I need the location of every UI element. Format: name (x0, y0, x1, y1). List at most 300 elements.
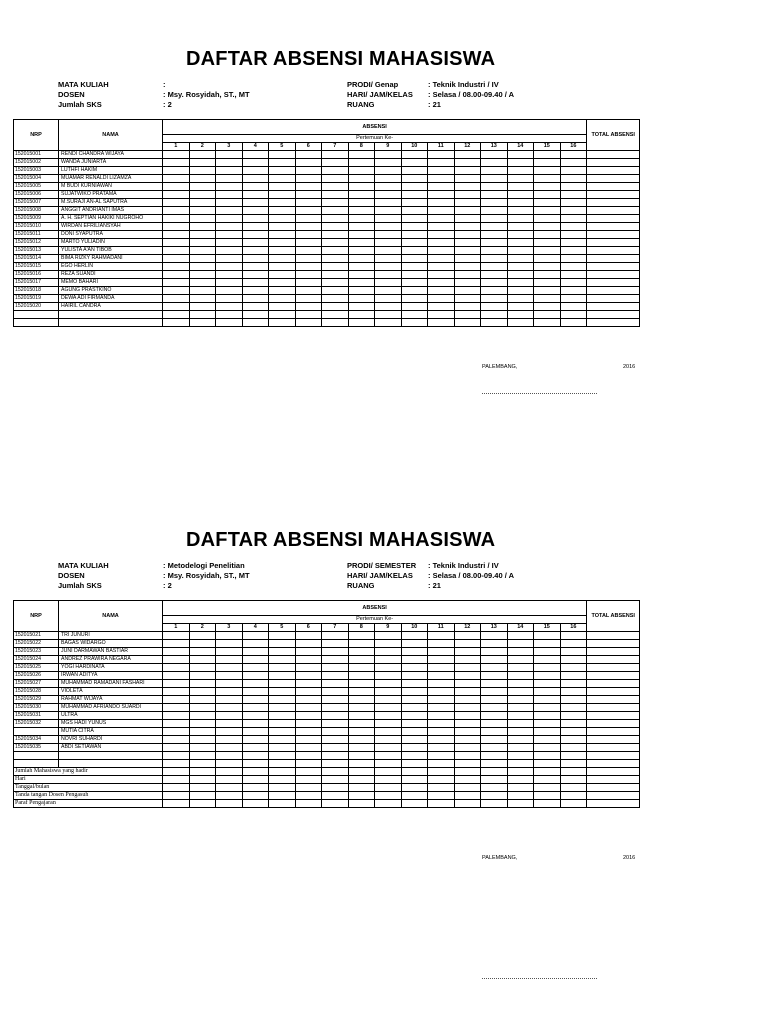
attendance-cell[interactable] (560, 656, 587, 664)
attendance-cell[interactable] (189, 287, 216, 295)
attendance-cell[interactable] (401, 239, 428, 247)
attendance-cell[interactable] (507, 760, 534, 768)
attendance-cell[interactable] (534, 311, 561, 319)
attendance-cell[interactable] (375, 704, 402, 712)
attendance-cell[interactable] (428, 279, 455, 287)
attendance-cell[interactable] (560, 736, 587, 744)
attendance-cell[interactable] (295, 239, 322, 247)
attendance-cell[interactable] (375, 792, 402, 800)
attendance-cell[interactable] (401, 311, 428, 319)
attendance-cell[interactable] (295, 279, 322, 287)
attendance-cell[interactable] (189, 295, 216, 303)
attendance-cell[interactable] (454, 223, 481, 231)
attendance-cell[interactable] (322, 672, 349, 680)
attendance-cell[interactable] (163, 752, 190, 760)
total-cell[interactable] (587, 696, 640, 704)
attendance-cell[interactable] (375, 632, 402, 640)
attendance-cell[interactable] (189, 720, 216, 728)
attendance-cell[interactable] (322, 295, 349, 303)
total-cell[interactable] (587, 672, 640, 680)
attendance-cell[interactable] (560, 303, 587, 311)
attendance-cell[interactable] (534, 720, 561, 728)
attendance-cell[interactable] (481, 199, 508, 207)
attendance-cell[interactable] (428, 728, 455, 736)
attendance-cell[interactable] (163, 279, 190, 287)
attendance-cell[interactable] (560, 680, 587, 688)
attendance-cell[interactable] (481, 632, 508, 640)
attendance-cell[interactable] (560, 720, 587, 728)
attendance-cell[interactable] (534, 792, 561, 800)
attendance-cell[interactable] (401, 744, 428, 752)
attendance-cell[interactable] (269, 255, 296, 263)
attendance-cell[interactable] (454, 319, 481, 327)
attendance-cell[interactable] (481, 263, 508, 271)
attendance-cell[interactable] (560, 784, 587, 792)
attendance-cell[interactable] (322, 287, 349, 295)
attendance-cell[interactable] (348, 199, 375, 207)
attendance-cell[interactable] (560, 231, 587, 239)
attendance-cell[interactable] (375, 239, 402, 247)
attendance-cell[interactable] (534, 704, 561, 712)
attendance-cell[interactable] (216, 167, 243, 175)
attendance-cell[interactable] (348, 632, 375, 640)
attendance-cell[interactable] (507, 800, 534, 808)
attendance-cell[interactable] (348, 648, 375, 656)
attendance-cell[interactable] (269, 688, 296, 696)
attendance-cell[interactable] (269, 712, 296, 720)
attendance-cell[interactable] (189, 167, 216, 175)
attendance-cell[interactable] (163, 271, 190, 279)
attendance-cell[interactable] (534, 263, 561, 271)
attendance-cell[interactable] (322, 792, 349, 800)
attendance-cell[interactable] (560, 664, 587, 672)
total-cell[interactable] (587, 728, 640, 736)
attendance-cell[interactable] (216, 792, 243, 800)
attendance-cell[interactable] (560, 640, 587, 648)
attendance-cell[interactable] (322, 768, 349, 776)
attendance-cell[interactable] (481, 744, 508, 752)
attendance-cell[interactable] (348, 303, 375, 311)
attendance-cell[interactable] (348, 295, 375, 303)
attendance-cell[interactable] (242, 744, 269, 752)
attendance-cell[interactable] (322, 704, 349, 712)
attendance-cell[interactable] (322, 656, 349, 664)
attendance-cell[interactable] (534, 247, 561, 255)
attendance-cell[interactable] (163, 736, 190, 744)
attendance-cell[interactable] (295, 688, 322, 696)
attendance-cell[interactable] (454, 648, 481, 656)
attendance-cell[interactable] (507, 207, 534, 215)
attendance-cell[interactable] (269, 207, 296, 215)
attendance-cell[interactable] (295, 167, 322, 175)
attendance-cell[interactable] (348, 319, 375, 327)
total-cell[interactable] (587, 712, 640, 720)
attendance-cell[interactable] (507, 720, 534, 728)
attendance-cell[interactable] (322, 151, 349, 159)
attendance-cell[interactable] (375, 199, 402, 207)
attendance-cell[interactable] (534, 680, 561, 688)
attendance-cell[interactable] (375, 640, 402, 648)
attendance-cell[interactable] (216, 744, 243, 752)
attendance-cell[interactable] (375, 648, 402, 656)
attendance-cell[interactable] (189, 760, 216, 768)
attendance-cell[interactable] (242, 704, 269, 712)
attendance-cell[interactable] (375, 255, 402, 263)
attendance-cell[interactable] (295, 712, 322, 720)
attendance-cell[interactable] (269, 776, 296, 784)
attendance-cell[interactable] (560, 744, 587, 752)
attendance-cell[interactable] (454, 167, 481, 175)
attendance-cell[interactable] (507, 688, 534, 696)
attendance-cell[interactable] (507, 712, 534, 720)
attendance-cell[interactable] (242, 183, 269, 191)
attendance-cell[interactable] (481, 680, 508, 688)
attendance-cell[interactable] (348, 688, 375, 696)
attendance-cell[interactable] (375, 728, 402, 736)
attendance-cell[interactable] (560, 688, 587, 696)
attendance-cell[interactable] (163, 159, 190, 167)
total-cell[interactable] (587, 175, 640, 183)
attendance-cell[interactable] (189, 303, 216, 311)
attendance-cell[interactable] (428, 207, 455, 215)
attendance-cell[interactable] (507, 648, 534, 656)
attendance-cell[interactable] (428, 672, 455, 680)
attendance-cell[interactable] (507, 255, 534, 263)
attendance-cell[interactable] (375, 768, 402, 776)
attendance-cell[interactable] (428, 800, 455, 808)
attendance-cell[interactable] (322, 736, 349, 744)
attendance-cell[interactable] (295, 752, 322, 760)
attendance-cell[interactable] (216, 319, 243, 327)
attendance-cell[interactable] (163, 303, 190, 311)
attendance-cell[interactable] (401, 728, 428, 736)
attendance-cell[interactable] (163, 295, 190, 303)
attendance-cell[interactable] (322, 279, 349, 287)
total-cell[interactable] (587, 704, 640, 712)
attendance-cell[interactable] (322, 784, 349, 792)
attendance-cell[interactable] (534, 231, 561, 239)
attendance-cell[interactable] (481, 311, 508, 319)
total-cell[interactable] (587, 680, 640, 688)
attendance-cell[interactable] (401, 183, 428, 191)
attendance-cell[interactable] (428, 720, 455, 728)
attendance-cell[interactable] (428, 287, 455, 295)
attendance-cell[interactable] (269, 223, 296, 231)
attendance-cell[interactable] (454, 736, 481, 744)
attendance-cell[interactable] (454, 239, 481, 247)
attendance-cell[interactable] (322, 712, 349, 720)
attendance-cell[interactable] (242, 640, 269, 648)
attendance-cell[interactable] (163, 664, 190, 672)
attendance-cell[interactable] (481, 247, 508, 255)
attendance-cell[interactable] (481, 768, 508, 776)
attendance-cell[interactable] (189, 175, 216, 183)
attendance-cell[interactable] (428, 744, 455, 752)
attendance-cell[interactable] (269, 720, 296, 728)
attendance-cell[interactable] (242, 736, 269, 744)
attendance-cell[interactable] (189, 784, 216, 792)
attendance-cell[interactable] (481, 760, 508, 768)
attendance-cell[interactable] (242, 159, 269, 167)
attendance-cell[interactable] (375, 319, 402, 327)
attendance-cell[interactable] (454, 247, 481, 255)
attendance-cell[interactable] (401, 215, 428, 223)
attendance-cell[interactable] (401, 712, 428, 720)
attendance-cell[interactable] (189, 640, 216, 648)
attendance-cell[interactable] (163, 696, 190, 704)
attendance-cell[interactable] (216, 215, 243, 223)
attendance-cell[interactable] (295, 199, 322, 207)
attendance-cell[interactable] (481, 704, 508, 712)
attendance-cell[interactable] (295, 231, 322, 239)
attendance-cell[interactable] (481, 664, 508, 672)
attendance-cell[interactable] (401, 656, 428, 664)
attendance-cell[interactable] (295, 776, 322, 784)
attendance-cell[interactable] (401, 704, 428, 712)
attendance-cell[interactable] (216, 159, 243, 167)
attendance-cell[interactable] (163, 287, 190, 295)
total-cell[interactable] (587, 736, 640, 744)
attendance-cell[interactable] (348, 736, 375, 744)
total-cell[interactable] (587, 183, 640, 191)
attendance-cell[interactable] (348, 640, 375, 648)
attendance-cell[interactable] (189, 632, 216, 640)
attendance-cell[interactable] (428, 295, 455, 303)
attendance-cell[interactable] (295, 271, 322, 279)
attendance-cell[interactable] (216, 183, 243, 191)
attendance-cell[interactable] (163, 175, 190, 183)
attendance-cell[interactable] (534, 752, 561, 760)
attendance-cell[interactable] (163, 223, 190, 231)
attendance-cell[interactable] (507, 231, 534, 239)
attendance-cell[interactable] (242, 263, 269, 271)
attendance-cell[interactable] (322, 680, 349, 688)
attendance-cell[interactable] (242, 672, 269, 680)
attendance-cell[interactable] (560, 712, 587, 720)
attendance-cell[interactable] (481, 712, 508, 720)
attendance-cell[interactable] (454, 760, 481, 768)
attendance-cell[interactable] (401, 263, 428, 271)
attendance-cell[interactable] (242, 287, 269, 295)
attendance-cell[interactable] (295, 784, 322, 792)
attendance-cell[interactable] (348, 760, 375, 768)
attendance-cell[interactable] (507, 640, 534, 648)
attendance-cell[interactable] (295, 263, 322, 271)
attendance-cell[interactable] (481, 287, 508, 295)
attendance-cell[interactable] (454, 207, 481, 215)
attendance-cell[interactable] (295, 720, 322, 728)
total-cell[interactable] (587, 768, 640, 776)
attendance-cell[interactable] (560, 199, 587, 207)
attendance-cell[interactable] (481, 151, 508, 159)
attendance-cell[interactable] (216, 768, 243, 776)
attendance-cell[interactable] (216, 311, 243, 319)
attendance-cell[interactable] (348, 175, 375, 183)
total-cell[interactable] (587, 640, 640, 648)
attendance-cell[interactable] (242, 712, 269, 720)
attendance-cell[interactable] (242, 648, 269, 656)
attendance-cell[interactable] (481, 792, 508, 800)
attendance-cell[interactable] (216, 191, 243, 199)
attendance-cell[interactable] (560, 263, 587, 271)
attendance-cell[interactable] (189, 736, 216, 744)
attendance-cell[interactable] (242, 632, 269, 640)
attendance-cell[interactable] (534, 696, 561, 704)
total-cell[interactable] (587, 311, 640, 319)
attendance-cell[interactable] (560, 279, 587, 287)
attendance-cell[interactable] (295, 768, 322, 776)
attendance-cell[interactable] (163, 768, 190, 776)
attendance-cell[interactable] (481, 167, 508, 175)
attendance-cell[interactable] (534, 800, 561, 808)
attendance-cell[interactable] (163, 632, 190, 640)
attendance-cell[interactable] (507, 159, 534, 167)
attendance-cell[interactable] (269, 784, 296, 792)
attendance-cell[interactable] (481, 736, 508, 744)
attendance-cell[interactable] (242, 207, 269, 215)
attendance-cell[interactable] (428, 784, 455, 792)
attendance-cell[interactable] (242, 271, 269, 279)
attendance-cell[interactable] (481, 255, 508, 263)
attendance-cell[interactable] (375, 680, 402, 688)
attendance-cell[interactable] (295, 319, 322, 327)
attendance-cell[interactable] (295, 287, 322, 295)
attendance-cell[interactable] (348, 704, 375, 712)
attendance-cell[interactable] (534, 175, 561, 183)
attendance-cell[interactable] (375, 151, 402, 159)
attendance-cell[interactable] (163, 311, 190, 319)
attendance-cell[interactable] (163, 167, 190, 175)
attendance-cell[interactable] (401, 175, 428, 183)
total-cell[interactable] (587, 247, 640, 255)
attendance-cell[interactable] (269, 287, 296, 295)
total-cell[interactable] (587, 199, 640, 207)
attendance-cell[interactable] (189, 319, 216, 327)
attendance-cell[interactable] (507, 279, 534, 287)
total-cell[interactable] (587, 648, 640, 656)
attendance-cell[interactable] (163, 207, 190, 215)
attendance-cell[interactable] (507, 776, 534, 784)
attendance-cell[interactable] (348, 672, 375, 680)
attendance-cell[interactable] (401, 287, 428, 295)
attendance-cell[interactable] (454, 215, 481, 223)
attendance-cell[interactable] (216, 632, 243, 640)
total-cell[interactable] (587, 720, 640, 728)
attendance-cell[interactable] (189, 223, 216, 231)
attendance-cell[interactable] (375, 752, 402, 760)
attendance-cell[interactable] (428, 680, 455, 688)
attendance-cell[interactable] (348, 263, 375, 271)
attendance-cell[interactable] (216, 752, 243, 760)
attendance-cell[interactable] (375, 656, 402, 664)
attendance-cell[interactable] (242, 776, 269, 784)
attendance-cell[interactable] (163, 199, 190, 207)
attendance-cell[interactable] (428, 752, 455, 760)
attendance-cell[interactable] (454, 279, 481, 287)
attendance-cell[interactable] (454, 199, 481, 207)
attendance-cell[interactable] (375, 696, 402, 704)
attendance-cell[interactable] (216, 287, 243, 295)
attendance-cell[interactable] (242, 800, 269, 808)
attendance-cell[interactable] (295, 223, 322, 231)
attendance-cell[interactable] (454, 720, 481, 728)
attendance-cell[interactable] (242, 311, 269, 319)
attendance-cell[interactable] (428, 664, 455, 672)
attendance-cell[interactable] (428, 223, 455, 231)
attendance-cell[interactable] (375, 223, 402, 231)
attendance-cell[interactable] (375, 159, 402, 167)
attendance-cell[interactable] (560, 247, 587, 255)
attendance-cell[interactable] (428, 263, 455, 271)
attendance-cell[interactable] (348, 287, 375, 295)
total-cell[interactable] (587, 760, 640, 768)
total-cell[interactable] (587, 287, 640, 295)
attendance-cell[interactable] (428, 768, 455, 776)
attendance-cell[interactable] (375, 672, 402, 680)
attendance-cell[interactable] (560, 800, 587, 808)
attendance-cell[interactable] (163, 712, 190, 720)
attendance-cell[interactable] (534, 640, 561, 648)
attendance-cell[interactable] (560, 776, 587, 784)
attendance-cell[interactable] (560, 728, 587, 736)
total-cell[interactable] (587, 688, 640, 696)
attendance-cell[interactable] (428, 704, 455, 712)
attendance-cell[interactable] (322, 728, 349, 736)
attendance-cell[interactable] (163, 792, 190, 800)
attendance-cell[interactable] (216, 784, 243, 792)
attendance-cell[interactable] (428, 271, 455, 279)
attendance-cell[interactable] (454, 656, 481, 664)
attendance-cell[interactable] (428, 303, 455, 311)
attendance-cell[interactable] (242, 696, 269, 704)
attendance-cell[interactable] (560, 295, 587, 303)
attendance-cell[interactable] (454, 303, 481, 311)
attendance-cell[interactable] (454, 191, 481, 199)
attendance-cell[interactable] (560, 768, 587, 776)
attendance-cell[interactable] (189, 656, 216, 664)
attendance-cell[interactable] (269, 744, 296, 752)
attendance-cell[interactable] (269, 680, 296, 688)
attendance-cell[interactable] (163, 247, 190, 255)
attendance-cell[interactable] (269, 199, 296, 207)
attendance-cell[interactable] (348, 800, 375, 808)
attendance-cell[interactable] (322, 648, 349, 656)
attendance-cell[interactable] (428, 191, 455, 199)
attendance-cell[interactable] (507, 191, 534, 199)
attendance-cell[interactable] (189, 279, 216, 287)
attendance-cell[interactable] (507, 632, 534, 640)
attendance-cell[interactable] (163, 688, 190, 696)
attendance-cell[interactable] (428, 319, 455, 327)
attendance-cell[interactable] (534, 744, 561, 752)
attendance-cell[interactable] (189, 752, 216, 760)
attendance-cell[interactable] (375, 271, 402, 279)
attendance-cell[interactable] (269, 728, 296, 736)
attendance-cell[interactable] (534, 736, 561, 744)
attendance-cell[interactable] (163, 720, 190, 728)
attendance-cell[interactable] (481, 752, 508, 760)
attendance-cell[interactable] (454, 792, 481, 800)
attendance-cell[interactable] (507, 287, 534, 295)
attendance-cell[interactable] (481, 271, 508, 279)
attendance-cell[interactable] (348, 215, 375, 223)
attendance-cell[interactable] (507, 247, 534, 255)
attendance-cell[interactable] (216, 295, 243, 303)
attendance-cell[interactable] (481, 648, 508, 656)
total-cell[interactable] (587, 271, 640, 279)
attendance-cell[interactable] (348, 255, 375, 263)
attendance-cell[interactable] (375, 776, 402, 784)
